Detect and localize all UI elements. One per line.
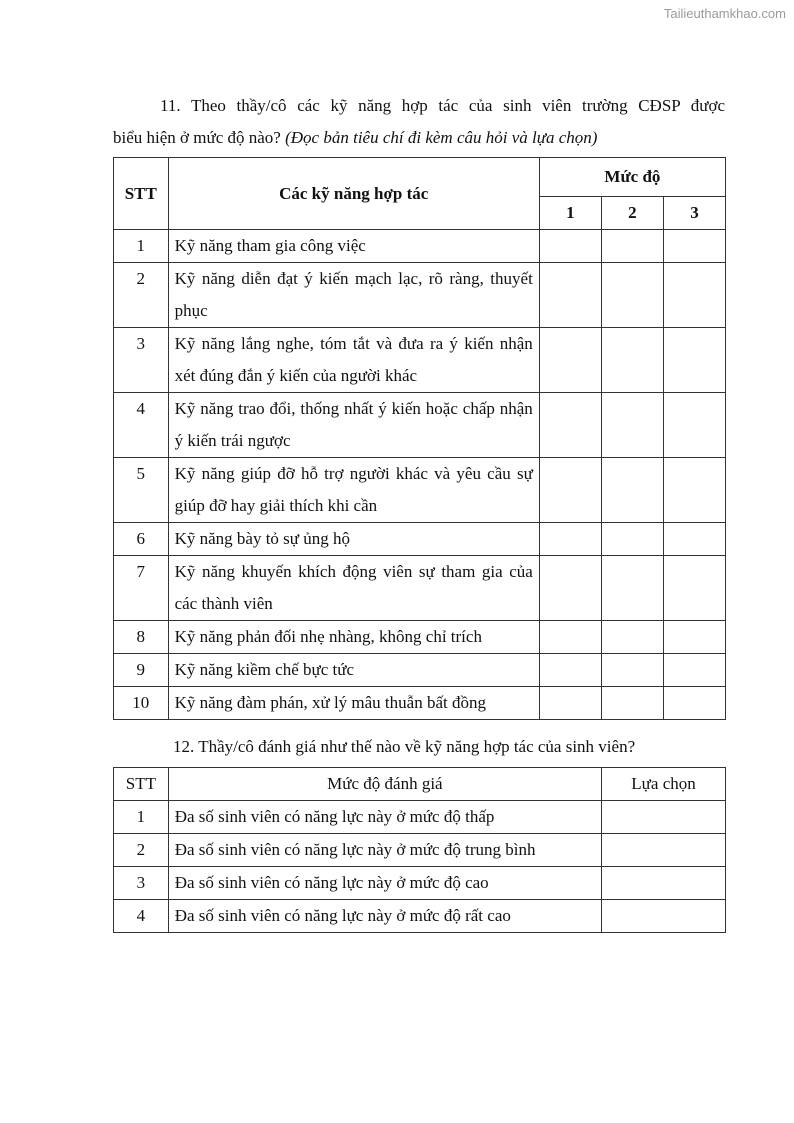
level-2-cell[interactable] <box>601 263 663 328</box>
level-3-cell[interactable] <box>663 230 725 263</box>
level-2-cell[interactable] <box>601 230 663 263</box>
choice-cell[interactable] <box>602 801 726 834</box>
row-skill: Kỹ năng giúp đỡ hỗ trợ người khác và yêu cầu sự giúp đỡ hay giải thích khi cần <box>168 458 539 523</box>
skills-table <box>113 157 726 720</box>
table-row <box>114 654 726 687</box>
level-3-cell[interactable] <box>663 458 725 523</box>
header-assessment-level: Mức độ đánh giá <box>168 768 601 801</box>
assessment-table <box>113 767 726 933</box>
row-skill: Kỹ năng trao đổi, thống nhất ý kiến hoặc chấp nhận ý kiến trái ngược <box>168 393 539 458</box>
header-level-3: 3 <box>663 197 725 230</box>
row-stt: 3 <box>114 867 169 900</box>
row-skill: Kỹ năng kiềm chế bực tức <box>168 654 539 687</box>
row-stt: 10 <box>114 687 169 720</box>
level-1-cell[interactable] <box>539 523 601 556</box>
header-skills: Các kỹ năng hợp tác <box>168 158 539 230</box>
row-skill: Kỹ năng tham gia công việc <box>168 230 539 263</box>
level-1-cell[interactable] <box>539 230 601 263</box>
question-11-instruction: (Đọc bản tiêu chí đi kèm câu hỏi và lựa chọn) <box>285 128 598 147</box>
level-1-cell[interactable] <box>539 263 601 328</box>
question-11 <box>113 90 725 154</box>
level-1-cell[interactable] <box>539 328 601 393</box>
row-stt: 2 <box>114 263 169 328</box>
level-1-cell[interactable] <box>539 556 601 621</box>
level-2-cell[interactable] <box>601 621 663 654</box>
level-1-cell[interactable] <box>539 458 601 523</box>
table-row <box>114 328 726 393</box>
row-stt: 1 <box>114 230 169 263</box>
level-3-cell[interactable] <box>663 263 725 328</box>
row-stt: 2 <box>114 834 169 867</box>
row-stt: 1 <box>114 801 169 834</box>
row-stt: 4 <box>114 393 169 458</box>
level-3-cell[interactable] <box>663 654 725 687</box>
header-level-2: 2 <box>601 197 663 230</box>
header-stt: STT <box>114 158 169 230</box>
row-skill: Kỹ năng bày tỏ sự ủng hộ <box>168 523 539 556</box>
level-1-cell[interactable] <box>539 621 601 654</box>
row-stt: 9 <box>114 654 169 687</box>
watermark: Tailieuthamkhao.com <box>663 6 786 21</box>
row-skill: Kỹ năng diễn đạt ý kiến mạch lạc, rõ ràng, thuyết phục <box>168 263 539 328</box>
row-stt: 3 <box>114 328 169 393</box>
row-stt: 4 <box>114 900 169 933</box>
row-stt: 7 <box>114 556 169 621</box>
question-11-line2: biểu hiện ở mức độ nào? <box>113 128 286 147</box>
row-skill: Kỹ năng lắng nghe, tóm tắt và đưa ra ý kiến nhận xét đúng đắn ý kiến của người khác <box>168 328 539 393</box>
table-row <box>114 867 726 900</box>
table-row <box>114 556 726 621</box>
table-row <box>114 523 726 556</box>
row-skill: Kỹ năng phản đối nhẹ nhàng, không chỉ trích <box>168 621 539 654</box>
row-stt: 6 <box>114 523 169 556</box>
level-2-cell[interactable] <box>601 458 663 523</box>
level-1-cell[interactable] <box>539 393 601 458</box>
level-2-cell[interactable] <box>601 654 663 687</box>
table-row <box>114 900 726 933</box>
question-11-line1: 11. Theo thầy/cô các kỹ năng hợp tác của sinh viên trường CĐSP được <box>160 96 725 115</box>
table-row <box>114 687 726 720</box>
level-2-cell[interactable] <box>601 687 663 720</box>
level-2-cell[interactable] <box>601 523 663 556</box>
header-choice: Lựa chọn <box>602 768 726 801</box>
table-row <box>114 834 726 867</box>
choice-cell[interactable] <box>602 867 726 900</box>
level-1-cell[interactable] <box>539 687 601 720</box>
table-row <box>114 230 726 263</box>
level-3-cell[interactable] <box>663 328 725 393</box>
row-stt: 8 <box>114 621 169 654</box>
row-skill: Kỹ năng khuyến khích động viên sự tham gia của các thành viên <box>168 556 539 621</box>
choice-cell[interactable] <box>602 834 726 867</box>
header-level-1: 1 <box>539 197 601 230</box>
row-stt: 5 <box>114 458 169 523</box>
level-2-cell[interactable] <box>601 328 663 393</box>
table-row <box>114 621 726 654</box>
table-row <box>114 458 726 523</box>
table-row <box>114 801 726 834</box>
level-2-cell[interactable] <box>601 556 663 621</box>
row-assessment: Đa số sinh viên có năng lực này ở mức độ thấp <box>168 801 601 834</box>
row-assessment: Đa số sinh viên có năng lực này ở mức độ rất cao <box>168 900 601 933</box>
level-3-cell[interactable] <box>663 621 725 654</box>
level-1-cell[interactable] <box>539 654 601 687</box>
level-3-cell[interactable] <box>663 556 725 621</box>
table-row <box>114 263 726 328</box>
row-assessment: Đa số sinh viên có năng lực này ở mức độ trung bình <box>168 834 601 867</box>
level-3-cell[interactable] <box>663 523 725 556</box>
row-skill: Kỹ năng đàm phán, xử lý mâu thuẫn bất đồng <box>168 687 539 720</box>
level-2-cell[interactable] <box>601 393 663 458</box>
row-assessment: Đa số sinh viên có năng lực này ở mức độ cao <box>168 867 601 900</box>
table-row <box>114 393 726 458</box>
level-3-cell[interactable] <box>663 393 725 458</box>
question-12: 12. Thầy/cô đánh giá như thế nào về kỹ năng hợp tác của sinh viên? <box>173 737 636 756</box>
level-3-cell[interactable] <box>663 687 725 720</box>
choice-cell[interactable] <box>602 900 726 933</box>
header-stt: STT <box>114 768 169 801</box>
header-level: Mức độ <box>539 158 725 197</box>
